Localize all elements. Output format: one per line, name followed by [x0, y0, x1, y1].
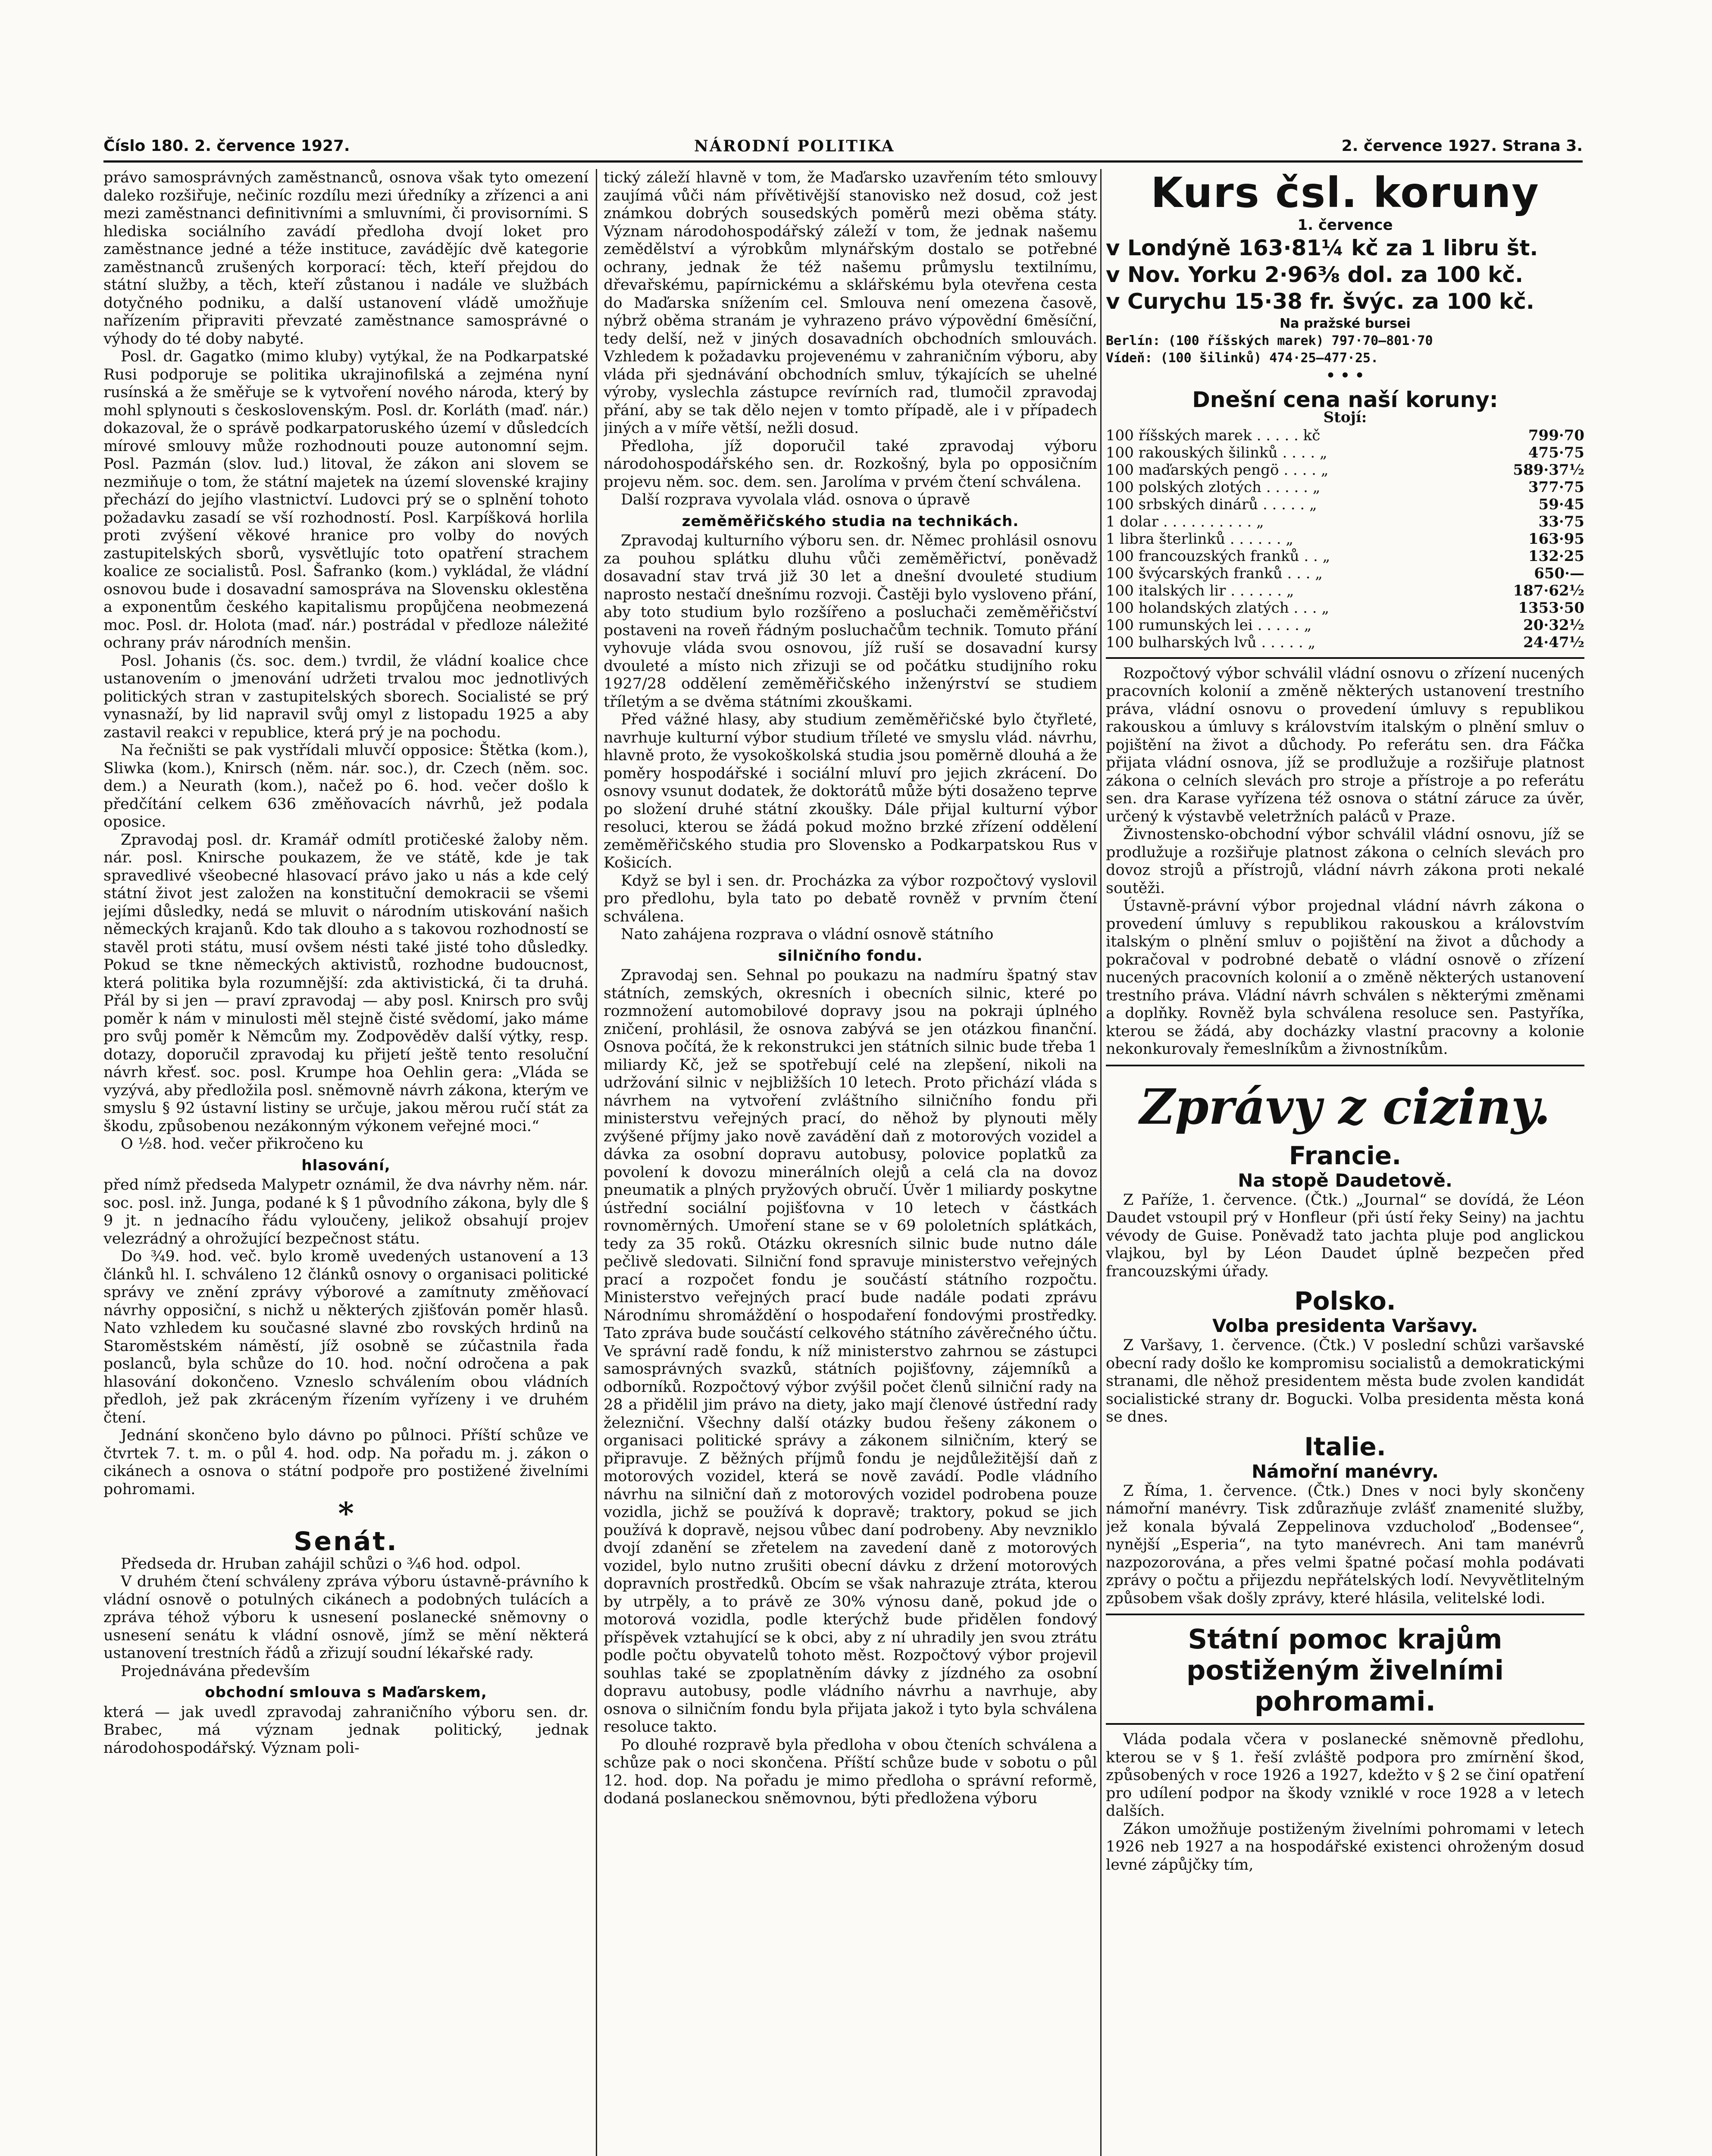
country-heading-france: Francie.: [1289, 1141, 1402, 1170]
paragraph: Rozpočtový výbor schválil vládní osnovu o zřízení nucených pracovních kolonií a změně některých ustanovení trestního práva, vládní osnovu o provedení úmluvy s republikou rakouskou a úmluvy s královstvím italským o plnění smluv o pojištění na život a důchody. Po referátu sen. dra Fáčka přijata vládní osnova, jíž se prodlužuje a rozšiřuje platnost zákona o celních slevách pro stroje a přístroje a po referátu sen. dra Karase vyřízena též osnova o státní záruce za úvěr, určený k výstavbě veletržních paláců v Praze.: [1106, 664, 1584, 825]
rate-row: [1106, 461, 1584, 479]
paragraph: Z Varšavy, 1. července. (Čtk.) V poslední schůzi varšavské obecní rady došlo ke kompromisu socialistů a demokratickými stranami, dle něhož presidentem města bude zvolen kandidát socialistické strany dr. Bogucki. Volba presidenta města koná se dnes.: [1106, 1337, 1584, 1426]
rate-zurich: v Curychu 15·38 fr. švýc. za 100 kč.: [1106, 288, 1534, 314]
rate-label: 100 polských zlotých . . . . . „: [1106, 478, 1321, 496]
section-star: *: [338, 1495, 354, 1531]
page-header: [103, 137, 1583, 161]
rate-label: 100 říšských marek . . . . . kč: [1106, 426, 1321, 444]
paragraph: Z Paříže, 1. července. (Čtk.) „Journal“ se dovídá, že Léon Daudet vstoupil prý v Honfleur (při ústí řeky Seiny) na jachtu vévody de Guise. Poněvadž tato jachta pluje pod anglickou vlajkou, byl by Léon Daudet úplně bezpečen před francouzskými úřady.: [1106, 1191, 1584, 1280]
rate-label: 1 dolar . . . . . . . . . . „: [1106, 513, 1264, 530]
subheading: hlasování,: [301, 1156, 391, 1174]
divider: [1106, 1065, 1584, 1066]
rate-value: 59·45: [1538, 495, 1584, 513]
bursa-vienna: Vídeň: (100 šilinků) 474·25—477·25.: [1106, 351, 1379, 366]
rate-label: 100 srbských dinárů . . . . . „: [1106, 495, 1317, 513]
rate-row: [1106, 634, 1584, 651]
rate-value: 1353·50: [1518, 599, 1584, 617]
bursa-berlin: Berlín: (100 říšských marek) 797·70—801·70: [1106, 333, 1433, 348]
paragraph: Do ¾9. hod. več. bylo kromě uvedených ustanovení a 13 článků hl. I. schváleno 12 článků osnovy o organisaci politické správy ve znění zprávy výborové a zamítnuty změňovací návrhy opposiční, s nichž u některých zjišťován poměr hlasů. Nato vzhledem ku současné slavné zbo rovských hrdinů na Staroměstském náměstí, jíž osobně se zúčastnila řada poslanců, byla schůze do 10. hod. noční odročena a pak hlasování dokončeno. Vzneslo schválením obou vládních předloh, jež pak zkráceným řízením vyřízeny i ve druhém čtení.: [103, 1248, 588, 1426]
paragraph: Živnostensko-obchodní výbor schválil vládní osnovu, jíž se prodlužuje a rozšiřuje platnost zákona o celních slevách pro dovoz strojů a přístrojů, vládní návrh zákona proti nekalé soutěži.: [1106, 826, 1584, 897]
rate-row: [1106, 479, 1584, 496]
column-2: [604, 169, 1097, 2156]
crown-price-heading: Dnešní cena naší koruny:: [1192, 387, 1498, 412]
paragraph: Zpravodaj kulturního výboru sen. dr. Němec prohlásil osnovu za pouhou splátku dluhu vůči zeměměřictví, poněvadž dosavadní stav trvá již 30 let a dnešní dvouleté studium naprosto nestačí dnešnímu rozvoji. Častěji bylo vysloveno přání, aby toto studium bylo rozšířeno a posluchači zeměměřičství postaveni na roveň řádným posluchačům technik. Tomuto přání vyhovuje vláda svou osnovou, jíž ruší se dosavadní kursy dvouleté a místo nich zřizuji se od počátku studijního roku 1927/28 oddělení zeměměřičského inženýrství se studiem tříletým a se dvěma státními zkouškami.: [604, 532, 1097, 711]
rate-value: 187·62½: [1513, 582, 1584, 599]
subheading: zeměměřičského studia na technikách.: [682, 512, 1019, 530]
rate-value: 163·95: [1528, 530, 1584, 548]
column-divider: [1100, 169, 1102, 2156]
rate-label: 1 libra šterlinků . . . . . . „: [1106, 530, 1294, 548]
paragraph: Nato zahájena rozprava o vládní osnově státního: [621, 926, 994, 943]
paragraph: Zpravodaj sen. Sehnal po poukazu na nadmíru špatný stav státních, zemských, okresních i obecních silnic, které po rozmnožení automobilové dopravy jsou na pokraji úplného zničení, prohlásil, že osnova zabývá se jen otázkou finanční. Osnova počítá, že k rekonstrukci jen státních silnic bude třeba 1 miliardy Kč, jež se spotřebují celé na zlepšení, nikoli na udržování silnic v nejbližších 10 letech. Proto přichází vláda s návrhem na vytvoření zvláštního silničního fondu při ministerstvu veřejných prací, do něhož by plynouti měly zvýšené příjmy jako nově zavádění daň z motorových vozidel a dávka za osobní dopravu autobusy, polovice poplatků za povolení k dovozu minerálních olejů a celá cla na dovoz pneumatik a plných pryžových obručí. Úvěr 1 miliardy poskytne ústřední sociální pojišťovna v 10 letech v částkách rovnoměrných. Umoření stane se v 69 pololetních splátkách, tedy za 35 roků. Otázku okresních silnic bude nutno dále pečlivě sledovati. Silniční fond spravuje ministerstvo veřejných prací a rozpočet fondu je součástí státního rozpočtu. Ministerstvo veřejných prací bude nadále podati zprávu Národnímu shromáždění o hospodaření fondovými prostředky. Tato zpráva bude součástí celkového státního závěrečného účtu. Ve správní radě fondu, k níž ministerstvo zahrnou se zástupci samosprávných svazků, státních pojišťovny, zájemníků a odborníků. Rozpočtový výbor zvýšil počet členů silniční rady na 28 a přidělil jim právo na diety, jako mají členové ústřední rady železniční. Všechny další otázky budou řešeny zákonem o organisaci politické správy a zákonem silničním, který se připravuje. Z běžných příjmů fondu je nejdůležitější daň z motorových vozidel, která se nově zavádí. Podle vládního návrhu na silniční daň z motorových vozidel podrobena pouze vozidla, jichž se používá k dopravě; traktory, pokud se jich používá k dopravě, nejsou vůbec daní podrobeny. Aby nevzniklo dvojí zdanění se zřetelem na zavedení daně z motorových vozidel, bylo nutno zrušiti obecní dávku z držení motorových dopravních prostředků. Obcím se však nahrazuje ztráta, kterou by utrpěly, a to právě ze 30% výnosu daně, pokud jde o motorová vozidla, podle kterýchž bude přidělen fondový příspěvek vztahující se k obci, aby z ní uhradily jen svou ztrátu podle počtu obyvatelů tohoto měst. Rozpočtový výbor projevil souhlas také se zpoplatněním dávky z jízdného za osobní dopravu autobusy, podle vládního návrhu a navrhuje, aby osnova o silničním fondu byla přijata jakož i tyto byla schválena resoluce takto.: [604, 967, 1097, 1736]
rate-label: 100 bulharských lvů . . . . . „: [1106, 633, 1316, 651]
rate-label: 100 holandských zlatých . . . „: [1106, 599, 1330, 617]
rate-value: 24·47½: [1523, 633, 1584, 651]
exchange-rate-date: 1. července: [1297, 216, 1393, 234]
paragraph: Ústavně-právní výbor projednal vládní návrh zákona o provedení úmluvy s republikou rakouskou a královstvím italským o plnění smluv o pojištění na život a důchody a pokračoval v podrobné debatě o vládní osnově o zřízení nucených pracovních kolonií a o změně některých ustanovení trestního práva. Vládní návrh schválen s některými změnami a doplňky. Rovněž byla schválena resoluce sen. Pastyříka, kterou se žádá, aby docházky vlastní pracovny a kolonie nekonkurovaly řemeslníkům a živnostníkům.: [1106, 897, 1584, 1058]
rate-label: 100 maďarských pengö . . . . „: [1106, 461, 1329, 479]
rate-value: 589·37½: [1513, 461, 1584, 479]
article-heading: Volba presidenta Varšavy.: [1212, 1315, 1478, 1336]
paragraph: O ½8. hod. večer přikročeno ku: [121, 1135, 364, 1153]
rate-label: 100 rumunských lei . . . . . „: [1106, 616, 1312, 634]
paragraph: Projednávána především: [121, 1662, 310, 1680]
country-heading-poland: Polsko.: [1294, 1286, 1396, 1316]
dots-divider: • • •: [1326, 367, 1365, 384]
divider: [1106, 1614, 1584, 1615]
section-heading-foreign: Zprávy z ciziny.: [1139, 1078, 1551, 1135]
rate-value: 799·70: [1528, 426, 1584, 444]
paragraph: Předseda dr. Hruban zahájil schůzi o ¾6 hod. odpol.: [121, 1555, 521, 1573]
exchange-rate-box: [1106, 169, 1584, 659]
column-divider: [596, 169, 597, 2156]
paragraph: Předloha, jíž doporučil také zpravodaj výboru národohospodářského sen. dr. Rozkošný, byla po opposičním projevu něm. soc. dem. sen. Jarolíma v prvém čtení schválena.: [604, 437, 1097, 491]
rate-value: 132·25: [1528, 547, 1584, 565]
paragraph: Po dlouhé rozpravě byla předloha v obou čteních schválena a schůze pak o noci skončena. Příští schůze bude v sobotu o půl 12. hod. dop. Na pořadu je mimo předloha o správní reformě, dodaná poslaneckou sněmovnou, býti předložena výboru: [604, 1736, 1097, 1807]
rate-value: 475·75: [1528, 444, 1584, 461]
masthead-title: NÁRODNÍ POLITIKA: [694, 137, 895, 155]
section-heading-senat: Senát.: [294, 1526, 398, 1557]
rate-row: [1106, 513, 1584, 530]
paragraph: Posl. Johanis (čs. soc. dem.) tvrdil, že vládní koalice chce ustanovením o jmenování udržeti trvalou moc jednotlivých politických stran v zastupitelských sborech. Socialisté se prý vynasnaží, by lid napravil svůj omyl z listopadu 1925 a aby zastavil reakci v republice, která prý je na pochodu.: [103, 652, 588, 741]
article-heading: Námořní manévry.: [1252, 1460, 1439, 1482]
paragraph: Jednání skončeno bylo dávno po půlnoci. Příští schůze ve čtvrtek 7. t. m. o půl 4. hod. odp. Na pořadu m. j. zákon o cikánech a osnova o státní podpoře pro postižené živelními pohromami.: [103, 1427, 588, 1498]
paragraph: právo samosprávných zaměstnanců, osnova však tyto omezení daleko rozšiřuje, nečiníc rozdílu mezi úředníky a zřízenci a ani mezi zaměstnanci definitivními a smluvními, či provisorními. S hlediska sociálního zavádí předloha dvojí loket pro zaměstnance jedné a téže instituce, zavádějíc dvě kategorie zaměstnanců zrušených korporací: těch, kteří přejdou do státní služby, a těch, kteří zůstanou i nadále ve službách dotyčného podniku, a další ustanovení vládě umožňuje nařízením připraviti převzaté zaměstnance samosprávné o výhody do té doby nabyté.: [103, 169, 588, 348]
rate-row: [1106, 496, 1584, 513]
rate-row: [1106, 617, 1584, 634]
paragraph: Další rozprava vyvolala vlád. osnova o úpravě: [621, 491, 970, 508]
rate-row: [1106, 548, 1584, 565]
rate-value: 20·32½: [1523, 616, 1584, 634]
exchange-rate-title: Kurs čsl. koruny: [1151, 169, 1540, 217]
column-3: [1106, 169, 1584, 2156]
rate-label: 100 italských lir . . . . . . „: [1106, 582, 1294, 599]
subheading: obchodní smlouva s Maďarskem,: [205, 1684, 487, 1701]
rate-row: [1106, 565, 1584, 582]
paragraph: Zákon umožňuje postiženým živelními pohromami v letech 1926 neb 1927 a na hospodářské existenci ohroženým dosud levné zápůjčky tím,: [1106, 1820, 1584, 1874]
page-number: 2. července 1927. Strana 3.: [1341, 137, 1583, 155]
divider: [1106, 657, 1584, 659]
issue-number: Číslo 180. 2. července 1927.: [103, 137, 350, 155]
country-heading-italy: Italie.: [1304, 1432, 1386, 1461]
paragraph: Z Říma, 1. července. (Čtk.) Dnes v noci byly skončeny námořní manévry. Tisk zdůrazňuje zvlášť znamenité služby, jež konala bývalá Zeppelinova vzducholoď „Bodensee“, nynější „Esperia“, na tyto manévrech. Ani tam manévrů nazpozorována, a přes velmi špatné počasí mohla podávati zprávy o počtu a přijezdu nepřátelských lodí. Nevyvětlitelným způsobem však došly zprávy, které hlásila, velitelské lodi.: [1106, 1482, 1584, 1607]
rate-london: v Londýně 163·81¼ kč za 1 libru št.: [1106, 235, 1538, 260]
rate-value: 33·75: [1538, 513, 1584, 530]
paragraph: Vláda podala včera v poslanecké sněmovně předlohu, kterou se v § 1. řeší zvláště podpora pro zmírnění škod, způsobených v roce 1926 a 1927, kdežto v § 2 se činí opatření pro udílení podpor na škody vzniklé v roce 1928 a v letech dalších.: [1106, 1731, 1584, 1820]
paragraph: Zpravodaj posl. dr. Kramář odmítl protičeské žaloby něm. nár. posl. Knirsche poukazem, že ve státě, kde je tak spravedlivé všeobecné hlasovací právo jako u nás a kde celý státní život jest založen na konstituční demokracii se všemi jejími důsledky, nedá se mluvit o národním utiskování našich německých krajanů. Kdo tak dlouho a s takovou rozhodností se stavěl proti státu, musí ovšem nésti také jisté toho důsledky. Pokud se tkne německých aktivistů, rozhodne budoucnost, která politika byla rozumnější: zda aktivistická, či ta druhá. Přál by si jen — praví zpravodaj — aby posl. Knirsch pro svůj poměr k nám v minulosti měl stejně čisté svědomí, jako máme pro svůj poměr k Němcům my. Zodpověděv další výtky, resp. dotazy, doporučil zpravodaj ku přijetí ještě tento resoluční návrh křesť. soc. posl. Krumpe hoa Oehlin gera: „Vláda se vyzývá, aby předložila posl. sněmovně návrh zákona, kterým ve smyslu § 92 ústavní listiny se určuje, jakou měrou ručí stát za škodu, způsobenou nezákonným výkonem veřejné moci.“: [103, 831, 588, 1135]
rate-row: [1106, 582, 1584, 599]
rate-value: 377·75: [1528, 478, 1584, 496]
rate-row: [1106, 444, 1584, 461]
rate-row: [1106, 530, 1584, 548]
paragraph: Před vážné hlasy, aby studium zeměměřičské bylo čtyřleté, navrhuje kulturní výbor studium tříleté ve smyslu vlád. návrhu, hlavně proto, že vysokoškolská studia jsou poměrně dlouhá a že poměry hospodářské i sociální mluví pro jejich zkrácení. Do osnovy vsunut dodatek, že doktorátů může býti dosaženo teprve po složení druhé státní zkoušky. Dále přijal kulturní výbor resoluci, kterou se žádá pokud možno brzké zřízení oddělení zeměměřičského studia pro Slovensko a Podkarpatskou Rus v Košicích.: [604, 711, 1097, 871]
divider: [1106, 1723, 1584, 1725]
rate-label: 100 švýcarských franků . . . „: [1106, 564, 1323, 582]
subheading: silničního fondu.: [778, 947, 923, 965]
rate-value: 650·—: [1534, 564, 1584, 582]
rate-new-york: v Nov. Yorku 2·96⅜ dol. za 100 kč.: [1106, 262, 1524, 287]
article-heading: Na stopě Daudetově.: [1238, 1169, 1452, 1191]
paragraph: před nímž předseda Malypetr oznámil, že dva návrhy něm. nár. soc. posl. inž. Junga, podané k § 1 původního zákona, byly dle § 9 jt. n jednacího řádu vyloučeny, jelikož obsahují projev velezrádný a ohrožující bezpečnost státu.: [103, 1176, 588, 1247]
rate-label: 100 francouzských franků . . „: [1106, 547, 1330, 565]
bursa-heading: Na pražské bursei: [1280, 316, 1411, 331]
paragraph: Na řečništi se pak vystřídali mluvčí opposice: Štětka (kom.), Sliwka (kom.), Knirsch (něm. nár. soc.), dr. Czech (něm. soc. dem.) a Neurath (kom.), načež po 6. hod. večer došlo k předčítání celkem 636 změňovacích návrhů, jež podala oposice.: [103, 742, 588, 830]
article-heading-state-aid: Státní pomoc krajům postiženým živelními pohromami.: [1186, 1623, 1504, 1717]
rate-row: [1106, 427, 1584, 444]
rate-row: [1106, 599, 1584, 617]
crown-price-subheading: Stojí:: [1323, 409, 1367, 426]
rate-label: 100 rakouských šilinků . . . . „: [1106, 444, 1327, 461]
column-1: [103, 169, 588, 2156]
paragraph: Posl. dr. Gagatko (mimo kluby) vytýkal, že na Podkarpatské Rusi podporuje se politika ukrajinofilská a zejména nyní rusínská a že směřuje se k vytvoření nového národa, který by mohl splynouti s československým. Posl. dr. Korláth (maď. nár.) dokazoval, že o správě podkarpatoruského území v důsledcích mírové smlouvy může rozhodnouti pouze autonomní sejm. Posl. Pazmán (slov. lud.) litoval, že zákon ani slovem se nezmiňuje o tom, že státní majetek na území slovenské krajiny přechází do jejího vlastnictví. Ludovci prý se o splnění tohoto požadavku zasadí se vší rozhodností. Posl. Karpíšková horlila proti zvýšení věkové hranice pro volby do nových zastupitelských sborů, vysvětlujíc toto opatření strachem koalice ze socialistů. Posl. Šafranko (kom.) vykládal, že vládní osnovou bude i dosavadní samospráva na Slovensku oklestěna a exponentům českého kapitalismu propůjčena neobmezená moc. Posl. dr. Holota (maď. nár.) postrádal v předloze náležité ochrany práv národních menšin.: [103, 348, 588, 652]
header-rule: [103, 160, 1583, 163]
paragraph: která — jak uvedl zpravodaj zahraničního výboru sen. dr. Brabec, má význam jednak politický, jednak národohospodářský. Význam poli-: [103, 1703, 588, 1757]
paragraph: tický záleží hlavně v tom, že Maďarsko uzavřením této smlouvy zaujímá vůči nám přívětivější stanovisko než dosud, což jest známkou dobrých sousedských poměrů mezi oběma státy. Význam národohospodářský záleží v tom, že jednak našemu zemědělství a výrobkům mlynářským dostalo se potřebné ochrany, jednak že též našemu průmyslu textilnímu, dřevařskému, papírnickému a sklářskému byla otevřena cesta do Maďarska snížením cel. Smlouva není omezena časově, nýbrž oběma stranám je vyhrazeno právo výpovědní 6měsíční, tedy delší, než v jiných dosavadních obchodních smlouvách. Vzhledem k požadavku projevenému v zahraničním výboru, aby vláda při sjednávání obchodních smluv, týkajících se uhelné výroby, vyslechla zástupce revírních rad, tlumočil zpravodaj přání, aby se tak dělo nejen v tomto případě, ale i v případech jiných a v míře větší, nežli dosud.: [604, 169, 1097, 437]
rates-table: [1106, 427, 1584, 651]
paragraph: V druhém čtení schváleny zpráva výboru ústavně-právního k vládní osnově o potulných cikánech a podobných tulácích a zpráva téhož výboru k usnesení poslanecké sněmovny o usnesení senátu k vládní osnově, jímž se mění některá ustanovení trestních řádů a zřizují soudní lékařské rady.: [103, 1573, 588, 1662]
paragraph: Když se byl i sen. dr. Procházka za výbor rozpočtový vyslovil pro předlohu, byla tato po debatě rovněž v prvním čtení schválena.: [604, 872, 1097, 925]
